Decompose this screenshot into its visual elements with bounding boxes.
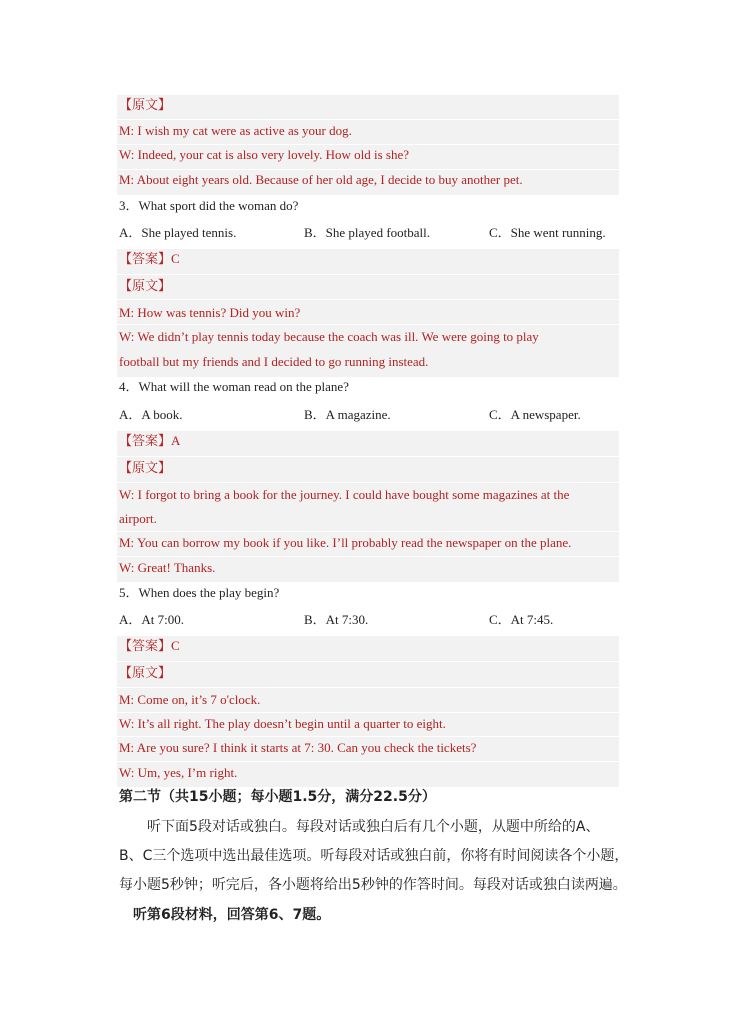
transcript-line: M: Are you sure? I think it starts at 7: 30. Can you check the tickets? — [119, 740, 477, 755]
option-a: A．A book. — [119, 407, 183, 422]
transcript-line: W: It’s all right. The play doesn’t begin until a quarter to eight. — [119, 716, 446, 731]
transcript-line: airport. — [119, 511, 157, 526]
transcript-line: W: I forgot to bring a book for the journey. I could have bought some magazines at the — [119, 487, 570, 502]
transcript-line: W: Great! Thanks. — [119, 560, 216, 575]
instruction-line: B、C三个选项中选出最佳选项。听每段对话或独白前，你将有时间阅读各个小题， — [119, 848, 629, 864]
row-separator — [117, 274, 619, 275]
row-separator — [117, 712, 619, 713]
transcript-label: 【原文】 — [119, 278, 172, 293]
transcript-line: W: We didn’t play tennis today because the coach was ill. We were going to play — [119, 329, 539, 344]
material-heading: 听第6段材料，回答第6、7题。 — [133, 907, 331, 923]
row-separator — [117, 144, 619, 145]
answer-label: 【答案】A — [119, 433, 181, 448]
row-separator — [117, 531, 619, 532]
question-5: 5．When does the play begin? — [119, 585, 280, 600]
row-separator — [117, 661, 619, 662]
option-a: A．At 7:00. — [119, 612, 185, 627]
section-heading: 第二节（共15小题；每小题1.5分，满分22.5分） — [119, 789, 436, 805]
instruction-line: 每小题5秒钟；听完后，各小题将给出5秒钟的作答时间。每段对话或独白读两遍。 — [119, 877, 627, 893]
option-b: B．At 7:30. — [304, 612, 369, 627]
transcript-line: M: You can borrow my book if you like. I’ll probably read the newspaper on the plane. — [119, 535, 572, 550]
row-separator — [117, 169, 619, 170]
transcript-label: 【原文】 — [119, 460, 172, 475]
transcript-line: M: I wish my cat were as active as your dog. — [119, 123, 352, 138]
row-separator — [117, 736, 619, 737]
row-separator — [117, 324, 619, 325]
option-c: C．At 7:45. — [489, 612, 554, 627]
transcript-line: W: Indeed, your cat is also very lovely. How old is she? — [119, 147, 410, 162]
row-separator — [117, 687, 619, 688]
transcript-label: 【原文】 — [119, 665, 172, 680]
transcript-label: 【原文】 — [119, 97, 172, 112]
answer-label: 【答案】C — [119, 638, 180, 653]
answer-label: 【答案】C — [119, 251, 180, 266]
row-separator — [117, 761, 619, 762]
transcript-line: M: Come on, it’s 7 o'clock. — [119, 692, 261, 707]
transcript-line: W: Um, yes, I’m right. — [119, 765, 238, 780]
instruction-line: 听下面5段对话或独白。每段对话或独白后有几个小题，从题中所给的A、 — [147, 819, 600, 835]
option-a: A．She played tennis. — [119, 225, 237, 240]
option-b: B．A magazine. — [304, 407, 391, 422]
row-separator — [117, 456, 619, 457]
row-separator — [117, 556, 619, 557]
row-separator — [117, 119, 619, 120]
row-separator — [117, 299, 619, 300]
transcript-line: football but my friends and I decided to go running instead. — [119, 354, 429, 369]
option-c: C．A newspaper. — [489, 407, 581, 422]
option-b: B．She played football. — [304, 225, 431, 240]
question-3: 3．What sport did the woman do? — [119, 198, 299, 213]
row-separator — [117, 482, 619, 483]
transcript-line: M: About eight years old. Because of her old age, I decide to buy another pet. — [119, 172, 523, 187]
transcript-line: M: How was tennis? Did you win? — [119, 305, 301, 320]
option-c: C．She went running. — [489, 225, 606, 240]
question-4: 4．What will the woman read on the plane? — [119, 379, 349, 394]
